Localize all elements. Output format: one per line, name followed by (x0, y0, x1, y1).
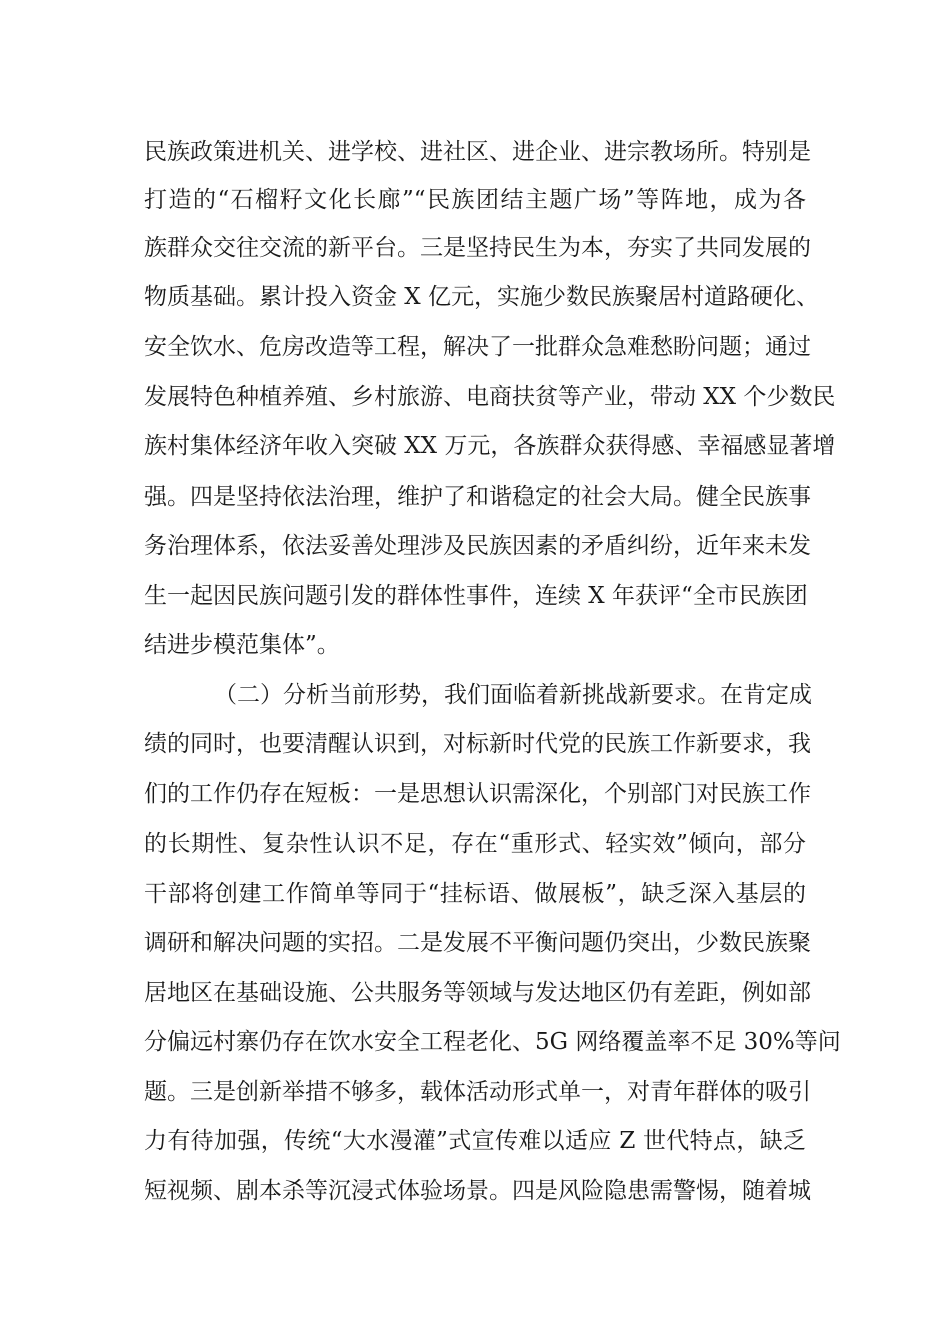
text-line: 们的工作仍存在短板：一是思想认识需深化，个别部门对民族工作 (144, 781, 811, 807)
text-line: 力有待加强，传统“大水漫灌”式宣传难以适应 Z 世代特点，缺乏 (144, 1128, 806, 1154)
text-line: 族村集体经济年收入突破 XX 万元，各族群众获得感、幸福感显著增 (144, 433, 836, 459)
text-line: 安全饮水、危房改造等工程，解决了一批群众急难愁盼问题；通过 (144, 334, 811, 360)
text-line: 题。三是创新举措不够多，载体活动形式单一，对青年群体的吸引 (144, 1079, 811, 1105)
text-line: 族群众交往交流的新平台。三是坚持民生为本，夯实了共同发展的 (144, 235, 811, 261)
text-line: 强。四是坚持依法治理，维护了和谐稳定的社会大局。健全民族事 (144, 484, 811, 510)
text-line: 务治理体系，依法妥善处理涉及民族因素的矛盾纠纷，近年来未发 (144, 533, 811, 559)
text-line: 干部将创建工作简单等同于“挂标语、做展板”，缺乏深入基层的 (144, 881, 806, 907)
section-heading-line: （二）分析当前形势，我们面临着新挑战新要求。在肯定成 (214, 682, 812, 708)
text-line: 分偏远村寨仍存在饮水安全工程老化、5G 网络覆盖率不足 30%等问 (144, 1029, 841, 1055)
text-line: 结进步模范集体”。 (144, 632, 340, 658)
text-line: 物质基础。累计投入资金 X 亿元，实施少数民族聚居村道路硬化、 (144, 284, 819, 310)
text-line: 短视频、剧本杀等沉浸式体验场景。四是风险隐患需警惕，随着城 (144, 1178, 811, 1204)
text-line: 发展特色种植养殖、乡村旅游、电商扶贫等产业，带动 XX 个少数民 (144, 384, 836, 410)
text-line: 民族政策进机关、进学校、进社区、进企业、进宗教场所。特别是 (144, 139, 811, 165)
text-line: 生一起因民族问题引发的群体性事件，连续 X 年获评“全市民族团 (144, 583, 808, 609)
text-line: 调研和解决问题的实招。二是发展不平衡问题仍突出，少数民族聚 (144, 930, 811, 956)
text-line: 打造的“石榴籽文化长廊”“民族团结主题广场”等阵地，成为各 (144, 187, 806, 213)
text-line: 绩的同时，也要清醒认识到，对标新时代党的民族工作新要求，我 (144, 731, 811, 757)
text-line: 的长期性、复杂性认识不足，存在“重形式、轻实效”倾向，部分 (144, 831, 806, 857)
text-line: 居地区在基础设施、公共服务等领域与发达地区仍有差距，例如部 (144, 980, 811, 1006)
